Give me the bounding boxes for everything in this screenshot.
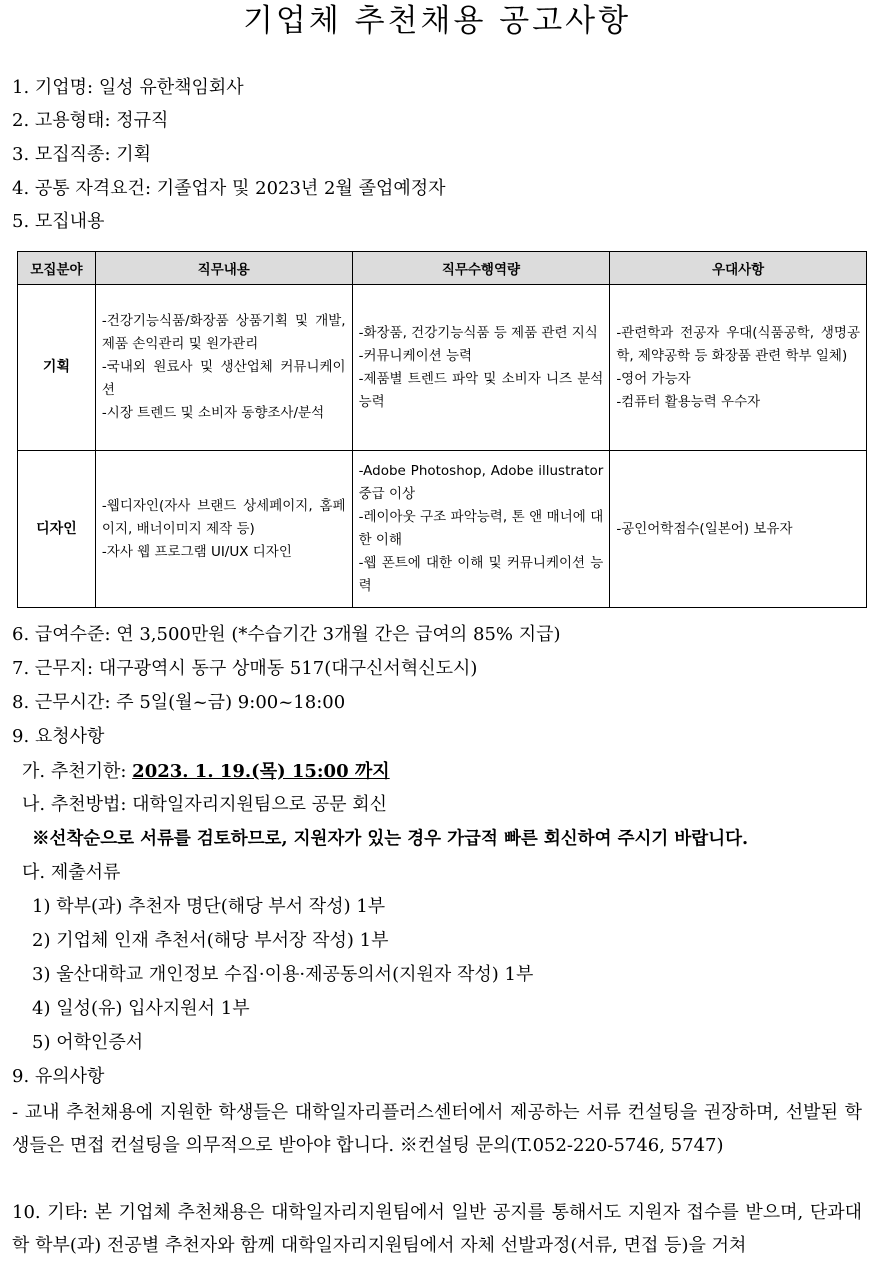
doc-item: 2) 기업체 인재 추천서(해당 부서장 작성) 1부 <box>32 930 389 951</box>
duties-cell <box>95 285 352 451</box>
recruit-heading: 5. 모집내용 <box>12 211 105 232</box>
employment-type: 2. 고용형태: 정규직 <box>12 110 169 131</box>
competency-item: -커뮤니케이션 능력 <box>358 347 473 364</box>
competency-cell <box>352 285 610 451</box>
doc-item: 5) 어학인증서 <box>32 1032 144 1053</box>
recruitment-table <box>17 251 867 608</box>
header-duties: 직무내용 <box>95 252 352 285</box>
notice: ※선착순으로 서류를 검토하므로, 지원자가 있는 경우 가급적 빠른 회신하여 주시기 바랍니다. <box>32 829 749 849</box>
doc-item: 4) 일성(유) 입사지원서 1부 <box>32 998 250 1019</box>
work-location: 7. 근무지: 대구광역시 동구 상매동 517(대구신서혁신도시) <box>12 658 478 679</box>
table-row <box>18 285 867 451</box>
qualification: 4. 공통 자격요건: 기졸업자 및 2023년 2월 졸업예정자 <box>12 178 446 199</box>
competency-item: -화장품, 건강기능식품 등 제품 관련 지식 <box>358 324 598 341</box>
deadline-value: 2023. 1. 19.(목) 15:00 까지 <box>132 761 390 782</box>
table-row <box>18 451 867 608</box>
field-cell: 기획 <box>18 285 96 451</box>
preferred-cell <box>610 285 867 451</box>
request-heading: 9. 요청사항 <box>12 726 105 747</box>
preferred-item: -공인어학점수(일본어) 보유자 <box>616 520 793 537</box>
competency-cell <box>352 451 610 608</box>
duty-item: -국내외 원료사 및 생산업체 커뮤니케이션 <box>101 359 346 398</box>
work-hours: 8. 근무시간: 주 5일(월~금) 9:00~18:00 <box>12 692 346 713</box>
company-name: 1. 기업명: 일성 유한책임회사 <box>12 77 244 98</box>
duty-item: -건강기능식품/화장품 상품기획 및 개발, 제품 손익관리 및 원가관리 <box>101 313 346 352</box>
deadline <box>22 759 390 785</box>
docs-heading: 다. 제출서류 <box>22 862 121 883</box>
job-type: 3. 모집직종: 기획 <box>12 144 152 165</box>
competency-item: -Adobe Photoshop, Adobe illustrator 중급 이상 <box>358 463 604 502</box>
duty-item: -웹디자인(자사 브랜드 상세페이지, 홈페이지, 배너이미지 제작 등) <box>101 497 346 537</box>
duty-item: -시장 트렌드 및 소비자 동향조사/분석 <box>101 405 325 421</box>
salary: 6. 급여수준: 연 3,500만원 (*수습기간 3개월 간은 급여의 85% 지급) <box>12 624 561 645</box>
preferred-item: -관련학과 전공자 우대(식품공학, 생명공학, 제약공학 등 화장품 관련 학부 일체) <box>616 324 860 364</box>
table-header-row <box>18 252 867 285</box>
preferred-item: -영어 가능자 <box>616 370 691 387</box>
caution-text: - 교내 추천채용에 지원한 학생들은 대학일자리플러스센터에서 제공하는 서류 컨설팅을 권장하며, 선발된 학생들은 면접 컨설팅을 의무적으로 받아야 합니다. ※컨설팅 문의(T.052-220-5746, 5747) <box>12 1102 862 1156</box>
page-title: 기업체 추천채용 공고사항 <box>242 3 632 39</box>
competency-item: -레이아웃 구조 파악능력, 톤 앤 매너에 대한 이해 <box>358 509 604 548</box>
header-field: 모집분야 <box>18 252 96 285</box>
competency-item: -웹 폰트에 대한 이해 및 커뮤니케이션 능력 <box>358 555 604 594</box>
duty-item: -자사 웹 프로그램 UI/UX 디자인 <box>101 543 292 560</box>
submission-method: 나. 추천방법: 대학일자리지원팀으로 공문 회신 <box>22 794 388 815</box>
header-competency: 직무수행역량 <box>352 252 610 285</box>
caution-heading: 9. 유의사항 <box>12 1066 105 1087</box>
field-cell: 디자인 <box>18 451 96 608</box>
preferred-cell <box>610 451 867 608</box>
deadline-label: 가. 추천기한: <box>22 761 133 782</box>
doc-item: 3) 울산대학교 개인정보 수집·이용·제공동의서(지원자 작성) 1부 <box>32 964 534 985</box>
duties-cell <box>95 451 352 608</box>
competency-item: -제품별 트렌드 파악 및 소비자 니즈 분석 능력 <box>358 370 604 410</box>
etc-text: 10. 기타: 본 기업체 추천채용은 대학일자리지원팀에서 일반 공지를 통해서도 지원자 접수를 받으며, 단과대학 학부(과) 전공별 추천자와 함께 대학일자리지원팀에서 자체 선발과정(서류, 면접 등)을 거쳐 <box>12 1202 862 1256</box>
header-preferred: 우대사항 <box>610 252 867 285</box>
preferred-item: -컴퓨터 활용능력 우수자 <box>616 393 761 410</box>
doc-item: 1) 학부(과) 추천자 명단(해당 부서 작성) 1부 <box>32 896 386 917</box>
